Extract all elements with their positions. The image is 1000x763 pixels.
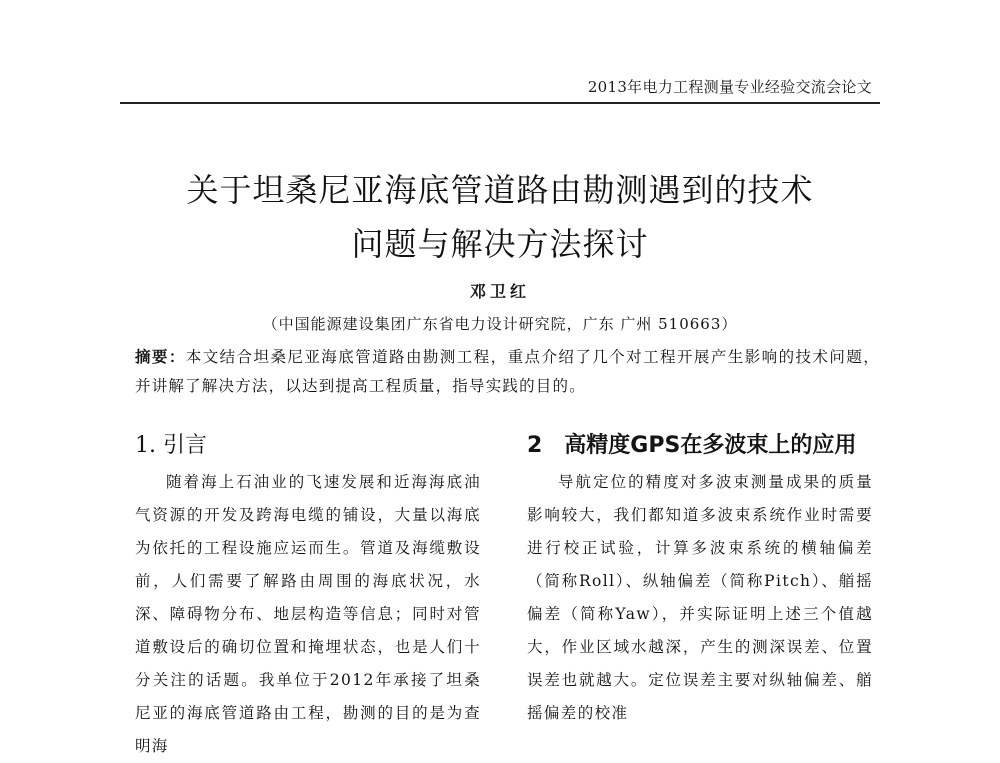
section-introduction [135, 430, 481, 763]
author: 邓卫红 [469, 282, 530, 301]
abstract [135, 342, 880, 401]
header-divider [120, 102, 880, 104]
section-body: 导航定位的精度对多波束测量成果的质量影响较大，我们都知道多波束系统作业时需要进行校正试验，计算多波束系统的横轴偏差（简称Roll）、纵轴偏差（简称Pitch）、艏摇偏差（简称Yaw），并实际证明上述三个值越大，作业区域水越深，产生的测深误差、位置误差也就越大。定位误差主要对纵轴偏差、艏摇偏差的校准 [527, 473, 873, 722]
title-line-2: 问题与解决方法探讨 [351, 225, 649, 263]
paper-title [120, 163, 880, 271]
section-heading: 1. 引言 [135, 433, 207, 458]
running-header [120, 66, 880, 106]
title-line-1: 关于坦桑尼亚海底管道路由勘测遇到的技术 [186, 171, 814, 209]
section-gps [527, 430, 873, 730]
affiliation: （中国能源建设集团广东省电力设计研究院，广东 广州 510663） [262, 315, 738, 333]
abstract-label: 摘要： [135, 347, 186, 366]
abstract-text: 本文结合坦桑尼亚海底管道路由勘测工程，重点介绍了几个对工程开展产生影响的技术问题，并讲解了解决方法，以达到提高工程质量，指导实践的目的。 [135, 348, 880, 395]
header-text: 2013年电力工程测量专业经验交流会论文 [587, 78, 872, 96]
section-heading: 2 高精度GPS在多波束上的应用 [527, 433, 857, 458]
section-body: 随着海上石油业的飞速发展和近海海底油气资源的开发及跨海电缆的铺设，大量以海底为依托的工程设施应运而生。管道及海缆敷设前，人们需要了解路由周围的海底状况，水深、障碍物分布、地层构造等信息；同时对管道敷设后的确切位置和掩埋状态，也是人们十分关注的话题。我单位于2012年承接了坦桑尼亚的海底管道路由工程，勘测的目的是为查明海 [135, 473, 481, 755]
